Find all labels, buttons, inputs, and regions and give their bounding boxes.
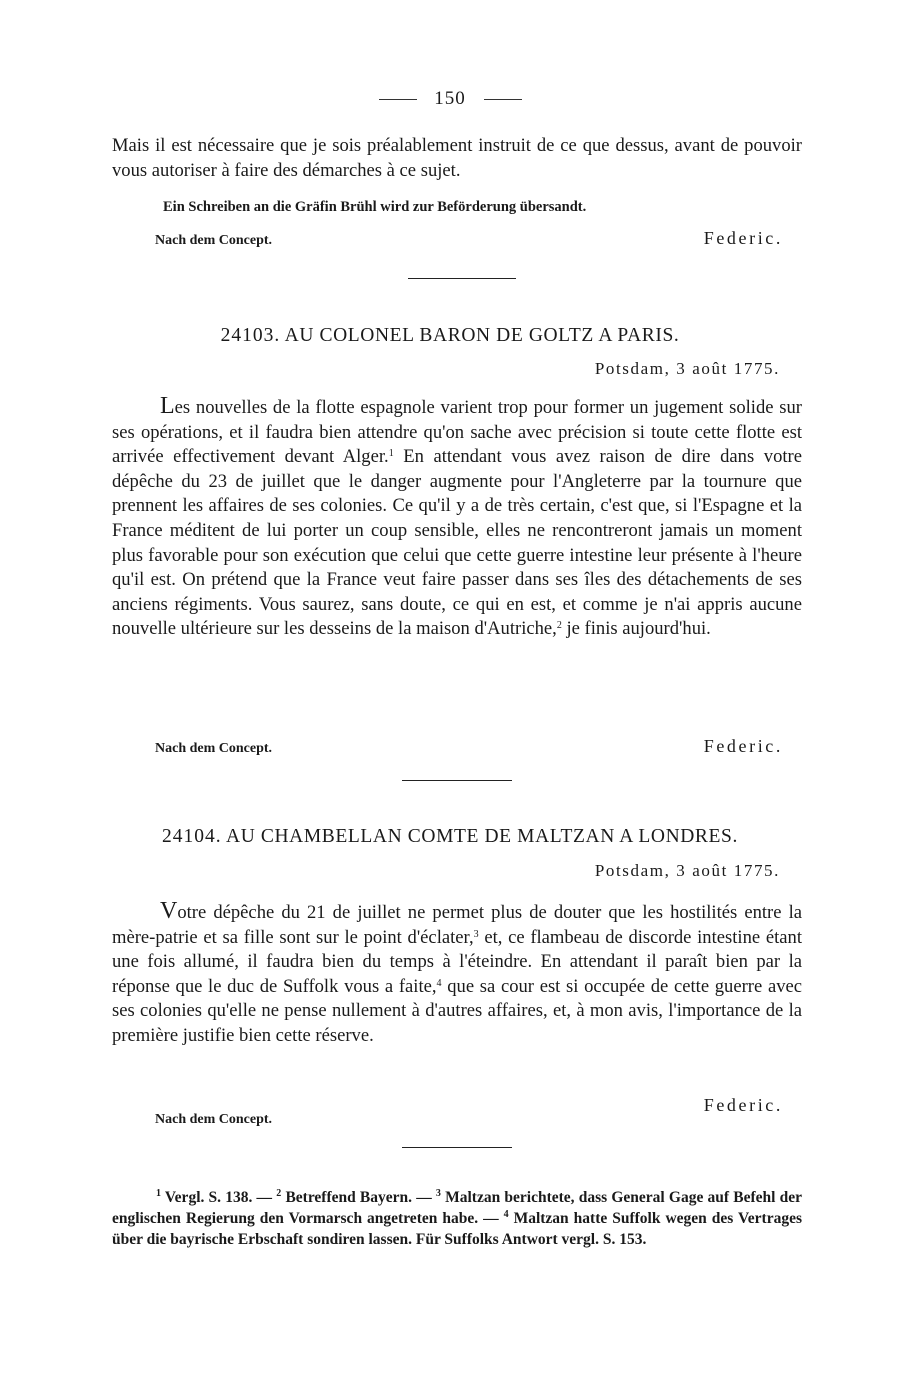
letter-body-text: que sa cour est si occupée de cette guerre avec ses colonies qu'elle ne pense nullement à d'autres affaires, et, à mon avis, l'importance de la première justifie bien cette réserve.	[112, 975, 802, 1046]
letter-recipient: AU COLONEL BARON DE GOLTZ A PARIS.	[284, 325, 680, 346]
intro-source-row	[155, 225, 783, 249]
letter-dateline: Potsdam, 3 août 1775.	[594, 359, 780, 378]
footnote-text: Vergl. S. 138. —	[161, 1189, 277, 1206]
footnote-ref: 2	[556, 620, 562, 632]
section-divider	[408, 278, 516, 279]
letter-number: 24103.	[220, 325, 281, 346]
footnote-number: 3	[435, 1188, 441, 1199]
header-rule-left	[379, 99, 417, 100]
page-header	[0, 88, 900, 110]
footnote-ref: 4	[436, 977, 442, 989]
letter-body	[112, 394, 802, 642]
footnote-text: Betreffend Bayern. —	[281, 1189, 436, 1206]
letter-dateline: Potsdam, 3 août 1775.	[594, 861, 780, 880]
letter-source-row	[155, 1094, 783, 1128]
enclosure-note: Ein Schreiben an die Gräfin Brühl wird zur Beförderung übersandt.	[163, 199, 587, 215]
letter-number: 24104.	[162, 826, 222, 847]
footnotes	[112, 1188, 802, 1250]
footnote-number: 4	[503, 1208, 509, 1220]
signature: Federic.	[703, 1095, 783, 1115]
section-divider	[402, 780, 512, 781]
footnote-number: 2	[276, 1188, 282, 1199]
letter-body-text: otre dépêche du 21 de juillet ne permet plus de douter que les hostilités entre la mère-patrie et sa fille sont sur le point d'éclater,	[112, 902, 802, 948]
signature: Federic.	[703, 228, 783, 248]
signature: Federic.	[703, 736, 783, 756]
letter-body	[112, 899, 802, 1049]
footnote-text: Maltzan hatte Suffolk wegen des Vertrages über die bayrische Erbschaft sondiren lassen. Für Suffolks Antwort vergl. S. 153.	[112, 1209, 802, 1248]
footnote-ref: 1	[388, 448, 394, 460]
source-label: Nach dem Concept.	[155, 741, 273, 756]
letter-body-text: En attendant vous avez raison de dire dans votre dépêche du 23 de juillet que le danger augmente pour l'Angleterre par la tournure que prennent les affaires de ses colonies. Ce qu'il y a de très certain, c'est que, si l'Espagne et la France méditent de lui porter un coup sensible, elles ne rencontreront jamais un moment plus favorable pour son exécution que celui que cette guerre intestine leur présente à l'heure qu'il est. On prétend que la France veut faire passer dans ses îles des détachements de ses anciens régiments. Vous saurez, sans doute, ce qui en est, et comme je n'ai appris aucune nouvelle ultérieure sur les desseins de la maison d'Autriche,	[112, 446, 802, 640]
footnote-text: Maltzan berichtete, dass General Gage auf Befehl der englischen Regierung den Vormarsch angetreten habe. —	[112, 1189, 802, 1227]
footnote-ref: 3	[473, 928, 479, 940]
letter-source-row	[155, 733, 783, 757]
source-label: Nach dem Concept.	[155, 1112, 273, 1127]
letter-recipient: AU CHAMBELLAN COMTE DE MALTZAN A LONDRES.	[226, 826, 738, 847]
source-label: Nach dem Concept.	[155, 233, 273, 248]
letter-body-text: je finis aujourd'hui.	[561, 618, 711, 640]
page-number: 150	[434, 88, 466, 109]
section-divider	[402, 1147, 512, 1148]
letter-heading	[0, 826, 900, 848]
letter-initial: V	[160, 898, 178, 924]
header-rule-right	[484, 99, 522, 100]
letter-heading	[0, 325, 900, 347]
letter-body-text: et, ce flambeau de discorde intestine étant une fois allumé, il faudra bien du temps à l'éteindre. En attendant il paraît bien par la réponse que le duc de Suffolk vous a faite,	[112, 926, 802, 997]
continuation-paragraph: Mais il est nécessaire que je sois préalablement instruit de ce que dessus, avant de pouvoir vous autoriser à faire des démarches à ce sujet.	[112, 135, 802, 181]
footnote-number: 1	[156, 1188, 161, 1199]
letter-body-text: es nouvelles de la flotte espagnole varient trop pour former un jugement solide sur ses opérations, et il faudra bien attendre qu'on sache avec précision si toute cette flotte est arrivée effectivement devant Alger.	[112, 397, 802, 468]
letter-initial: L	[160, 393, 175, 419]
